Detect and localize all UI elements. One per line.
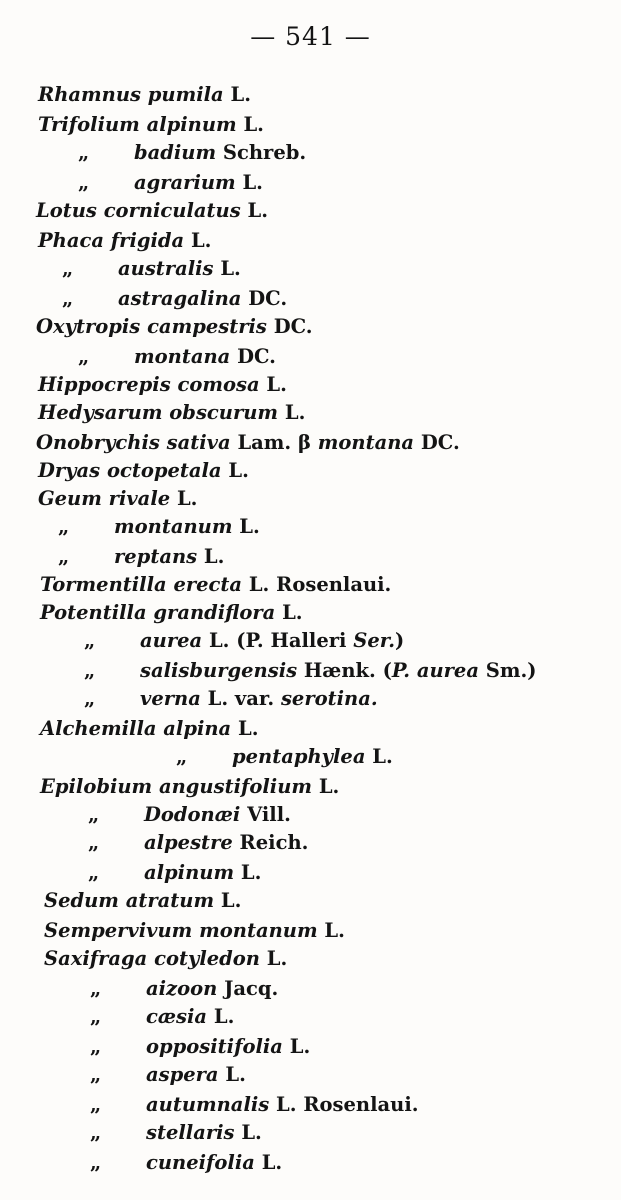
genus-name: Sempervivum <box>44 919 193 942</box>
list-item <box>88 860 261 886</box>
ditto-mark: „ <box>90 1063 102 1086</box>
genus-name: Saxifraga <box>44 947 148 970</box>
list-item <box>62 286 287 312</box>
synonym-author: DC. <box>420 431 460 454</box>
species-epithet: campestris <box>147 315 267 338</box>
species-epithet: alpina <box>163 717 232 740</box>
ditto-mark: „ <box>90 1005 102 1028</box>
author-abbrev: L. <box>220 889 242 912</box>
species-epithet: badium <box>134 141 217 164</box>
author-abbrev: L. <box>324 919 345 942</box>
author-abbrev: L. <box>284 401 306 424</box>
species-epithet: montanum <box>114 515 233 538</box>
list-item <box>90 976 278 1002</box>
genus-name: Lotus <box>36 199 97 222</box>
ditto-mark: „ <box>88 831 100 854</box>
list-item <box>90 1004 234 1030</box>
variety-symbol: β <box>298 431 311 454</box>
author-abbrev: L. <box>261 1151 283 1174</box>
list-item <box>38 458 249 484</box>
synonym-author: Sm.) <box>485 659 537 682</box>
species-epithet: aspera <box>146 1063 219 1086</box>
species-epithet: montana <box>134 345 231 368</box>
ditto-mark: „ <box>176 745 188 768</box>
author-abbrev: Lam. <box>237 431 292 454</box>
author-abbrev: L. <box>241 1121 262 1144</box>
author-abbrev: L. var. <box>207 687 275 710</box>
species-epithet: cæsia <box>146 1005 208 1028</box>
author-abbrev: Reich. <box>239 831 309 854</box>
list-item <box>40 572 391 598</box>
species-epithet: aizoon <box>146 977 218 1000</box>
list-item <box>44 946 287 972</box>
list-item <box>36 430 460 456</box>
ditto-mark: „ <box>78 345 90 368</box>
genus-name: Onobrychis <box>36 431 160 454</box>
list-item <box>58 514 260 540</box>
ditto-mark: „ <box>90 1035 102 1058</box>
species-epithet: pentaphylea <box>232 745 366 768</box>
ditto-mark: „ <box>90 1121 102 1144</box>
species-epithet: comosa <box>177 373 260 396</box>
synonym-name: serotina. <box>280 687 378 710</box>
genus-name: Dryas <box>38 459 101 482</box>
species-epithet: Dodonæi <box>144 803 241 826</box>
species-epithet: angustifolium <box>158 775 313 798</box>
synonym-name: montana <box>317 431 415 454</box>
species-epithet: astragalina <box>118 287 242 310</box>
author-abbrev: L. <box>372 745 393 768</box>
list-item <box>38 228 211 254</box>
ditto-mark: „ <box>88 861 100 884</box>
genus-name: Potentilla <box>40 601 147 624</box>
author-abbrev: L. <box>220 257 241 280</box>
species-epithet: rivale <box>108 487 171 510</box>
author-abbrev: Jacq. <box>224 977 279 1000</box>
list-item <box>38 112 264 138</box>
list-item <box>38 400 305 426</box>
list-item <box>78 170 263 196</box>
author-abbrev: L. <box>239 515 260 538</box>
species-epithet: australis <box>118 257 214 280</box>
list-item <box>40 600 303 626</box>
author-abbrev: Hænk. ( <box>303 659 392 682</box>
list-item <box>88 830 308 856</box>
author-abbrev: L. <box>242 171 263 194</box>
ditto-mark: „ <box>62 287 74 310</box>
species-epithet: cuneifolia <box>146 1151 255 1174</box>
list-item <box>62 256 241 282</box>
list-item <box>84 686 378 712</box>
author-abbrev: Vill. <box>247 803 291 826</box>
ditto-mark: „ <box>84 629 96 652</box>
author-abbrev: L. <box>243 113 264 136</box>
author-abbrev: DC. <box>237 345 276 368</box>
ditto-mark: „ <box>62 257 74 280</box>
author-abbrev: L. <box>240 861 262 884</box>
genus-name: Hedysarum <box>38 401 163 424</box>
list-item <box>90 1092 419 1118</box>
species-epithet: grandiflora <box>153 601 276 624</box>
species-epithet: cotyledon <box>154 947 260 970</box>
author-abbrev: L. <box>225 1063 246 1086</box>
list-item <box>176 744 393 770</box>
species-epithet: obscurum <box>169 401 279 424</box>
author-abbrev: L. (P. Halleri <box>208 629 347 652</box>
list-item <box>78 140 306 166</box>
species-epithet: reptans <box>114 545 198 568</box>
list-item <box>90 1034 310 1060</box>
author-abbrev: L. <box>266 373 287 396</box>
author-abbrev: L. <box>176 487 198 510</box>
genus-name: Alchemilla <box>40 717 157 740</box>
author-abbrev: L. <box>318 775 340 798</box>
genus-name: Trifolium <box>38 113 140 136</box>
species-epithet: frigida <box>110 229 185 252</box>
species-epithet: pumila <box>147 83 224 106</box>
author-abbrev: L. <box>238 717 259 740</box>
genus-name: Hippocrepis <box>38 373 171 396</box>
author-abbrev: L. <box>213 1005 235 1028</box>
ditto-mark: „ <box>58 515 70 538</box>
author-abbrev: Schreb. <box>222 141 307 164</box>
species-epithet: verna <box>140 687 201 710</box>
species-epithet: autumnalis <box>146 1093 270 1116</box>
list-item <box>36 314 313 340</box>
author-abbrev: DC. <box>248 287 288 310</box>
list-item <box>36 198 268 224</box>
author-abbrev: L. <box>266 947 288 970</box>
list-item <box>40 774 339 800</box>
genus-name: Oxytropis <box>36 315 141 338</box>
list-item <box>88 802 291 828</box>
list-item <box>38 486 197 512</box>
species-epithet: salisburgensis <box>140 659 298 682</box>
species-epithet: agrarium <box>134 171 236 194</box>
genus-name: Geum <box>38 487 102 510</box>
ditto-mark: „ <box>90 1093 102 1116</box>
genus-name: Sedum <box>44 889 119 912</box>
species-epithet: erecta <box>173 573 243 596</box>
species-epithet: atratum <box>125 889 215 912</box>
species-epithet: alpinum <box>144 861 235 884</box>
ditto-mark: „ <box>78 141 90 164</box>
species-epithet: octopetala <box>106 459 222 482</box>
ditto-mark: „ <box>84 659 96 682</box>
ditto-mark: „ <box>78 171 90 194</box>
list-item <box>38 82 251 108</box>
genus-name: Phaca <box>38 229 104 252</box>
author-abbrev: L. <box>228 459 249 482</box>
list-item <box>78 344 276 370</box>
author-abbrev: L. Rosenlaui. <box>248 573 392 596</box>
synonym-name: P. aurea <box>391 659 479 682</box>
ditto-mark: „ <box>58 545 70 568</box>
species-epithet: stellaris <box>146 1121 235 1144</box>
author-abbrev: L. <box>289 1035 311 1058</box>
ditto-mark: „ <box>90 1151 102 1174</box>
author-abbrev: L. <box>230 83 251 106</box>
species-epithet: aurea <box>140 629 203 652</box>
ditto-mark: „ <box>88 803 100 826</box>
page-number: — 541 — <box>250 22 371 51</box>
species-epithet: alpinum <box>146 113 237 136</box>
list-item <box>40 716 259 742</box>
author-abbrev: L. <box>203 545 225 568</box>
species-epithet: oppositifolia <box>146 1035 283 1058</box>
ditto-mark: „ <box>90 977 102 1000</box>
ditto-mark: „ <box>84 687 96 710</box>
species-epithet: sativa <box>166 431 231 454</box>
list-item <box>44 918 345 944</box>
author-abbrev: L. <box>282 601 303 624</box>
list-item <box>38 372 287 398</box>
list-item <box>58 544 224 570</box>
author-abbrev: L. <box>190 229 212 252</box>
author-abbrev: L. <box>247 199 268 222</box>
species-epithet: montanum <box>199 919 318 942</box>
author-abbrev: DC. <box>273 315 313 338</box>
species-epithet: corniculatus <box>103 199 241 222</box>
list-item <box>90 1120 262 1146</box>
author-abbrev: L. Rosenlaui. <box>276 1093 419 1116</box>
species-epithet: alpestre <box>144 831 233 854</box>
genus-name: Tormentilla <box>40 573 167 596</box>
list-item <box>90 1150 282 1176</box>
list-item <box>84 658 536 684</box>
list-item <box>90 1062 246 1088</box>
synonym-author: ) <box>395 629 405 652</box>
list-item <box>84 628 404 654</box>
list-item <box>44 888 241 914</box>
genus-name: Rhamnus <box>38 83 141 106</box>
synonym-name: Ser. <box>353 629 395 652</box>
genus-name: Epilobium <box>40 775 153 798</box>
